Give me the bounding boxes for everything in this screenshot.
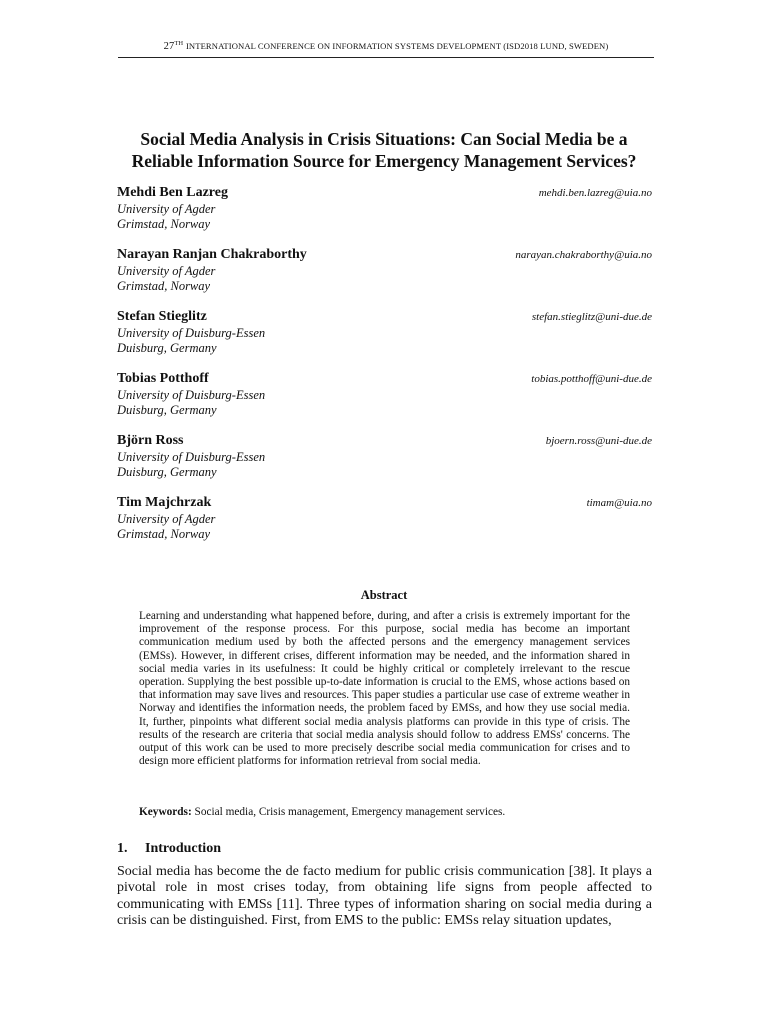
- author-affiliation: University of Agder: [117, 202, 216, 216]
- header-rule: [118, 57, 654, 58]
- author-location: Duisburg, Germany: [117, 403, 217, 417]
- author-block: [117, 184, 652, 246]
- author-affiliation: University of Agder: [117, 512, 216, 526]
- author-affiliation: University of Duisburg-Essen: [117, 450, 266, 464]
- author-block: [117, 308, 652, 370]
- author-name: Björn Ross: [117, 433, 184, 448]
- author-location: Duisburg, Germany: [117, 341, 217, 355]
- keywords: [139, 806, 630, 819]
- author-list: [117, 184, 652, 556]
- author-email[interactable]: tobias.potthoff@uni-due.de: [531, 373, 652, 385]
- section-heading: [117, 841, 221, 857]
- title-line-2: Reliable Information Source for Emergency Management Services?: [131, 151, 637, 171]
- section-body: Social media has become the de facto medium for public crisis communication [38]. It plays a pivotal role in most crises today, from obtaining life signs from people affected to communicating with EMSs [11]. Three types of information sharing on social media during a crisis can be distinguished. First, from EMS to the public: EMSs relay situation updates,: [117, 864, 652, 929]
- author-location: Grimstad, Norway: [117, 527, 211, 541]
- author-affiliation: University of Agder: [117, 264, 216, 278]
- author-location: Grimstad, Norway: [117, 217, 211, 231]
- author-location: Grimstad, Norway: [117, 279, 211, 293]
- section-title: Introduction: [145, 841, 221, 856]
- author-email[interactable]: stefan.stieglitz@uni-due.de: [531, 311, 652, 323]
- keywords-list: Social media, Crisis management, Emergency management services.: [194, 806, 506, 818]
- paper-title: [100, 128, 668, 172]
- author-affiliation: University of Duisburg-Essen: [117, 388, 266, 402]
- conference-ordinal: TH: [174, 40, 184, 47]
- author-block: [117, 246, 652, 308]
- running-header: [118, 40, 654, 52]
- author-name: Stefan Stieglitz: [117, 309, 207, 324]
- author-email[interactable]: narayan.chakraborthy@uia.no: [515, 249, 652, 261]
- title-line-1: Social Media Analysis in Crisis Situations: Can Social Media be a: [140, 129, 628, 149]
- section-number: 1.: [117, 841, 128, 856]
- author-email[interactable]: bjoern.ross@uni-due.de: [545, 435, 652, 447]
- author-name: Narayan Ranjan Chakraborthy: [117, 247, 307, 262]
- author-affiliation: University of Duisburg-Essen: [117, 326, 266, 340]
- keywords-label: Keywords:: [139, 806, 192, 818]
- abstract-body: Learning and understanding what happened before, during, and after a crisis is extremely important for the improvement of the response process. For this purpose, social media has become an important communication medium used by both the affected persons and the emergency management services (EMSs). However, in different crises, different information may be needed, and the information shared in social media varies in its usefulness: It could be highly critical or completely irrelevant to the rescue operation. Supplying the best possible up-to-date information is crucial to the EMS, whose actions based on that information may save lives and resources. This paper studies a particular use case of extreme weather in Norway and identifies the information needs, the problem faced by EMSs, and how they use social media. It, further, pinpoints what different social media analysis platforms can provide in this type of crisis. The results of the research are criteria that social media analysis should follow to address EMSs' concerns. The output of this work can be used to more precisely describe social media communication for crises and to design more efficient platforms for information retrieval from social media.: [139, 610, 630, 768]
- author-location: Duisburg, Germany: [117, 465, 217, 479]
- author-block: [117, 494, 652, 556]
- abstract-heading: Abstract: [360, 588, 408, 602]
- author-name: Mehdi Ben Lazreg: [117, 185, 228, 200]
- author-name: Tobias Potthoff: [117, 371, 209, 386]
- author-email[interactable]: timam@uia.no: [586, 497, 652, 509]
- author-block: [117, 370, 652, 432]
- conference-number: 27: [163, 41, 175, 52]
- conference-name: INTERNATIONAL CONFERENCE ON INFORMATION SYSTEMS DEVELOPMENT (ISD2018 LUND, SWEDEN): [185, 41, 609, 51]
- author-email[interactable]: mehdi.ben.lazreg@uia.no: [538, 187, 652, 199]
- author-block: [117, 432, 652, 494]
- author-name: Tim Majchrzak: [117, 495, 212, 510]
